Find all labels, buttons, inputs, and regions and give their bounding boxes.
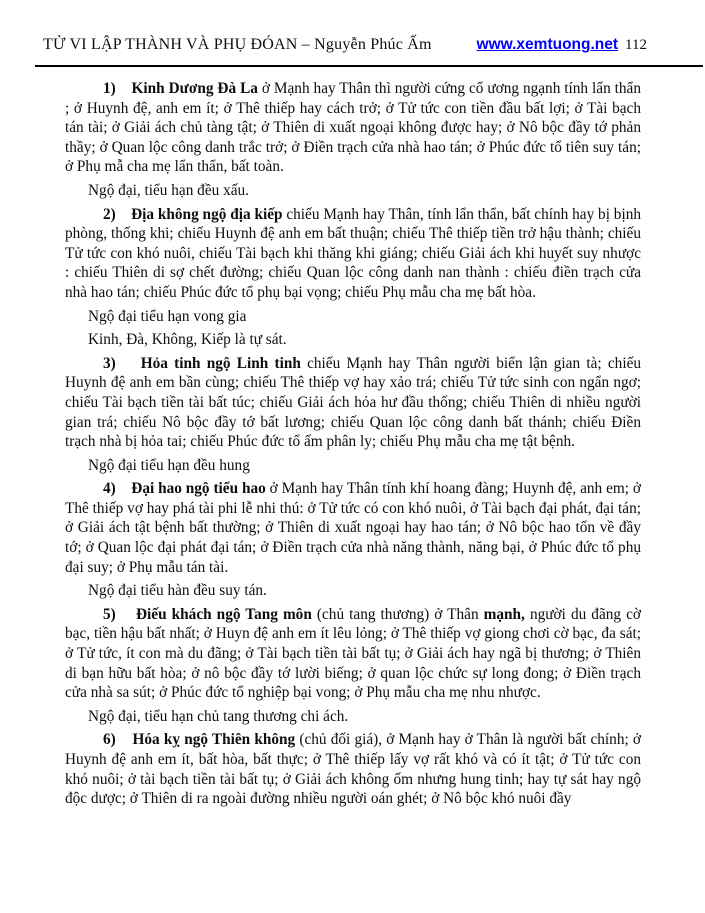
text-segment: chiếu Mạnh hay Thân người biển lận gian tà; chiếu Huynh đệ anh em bần cùng; chiếu Thê thiếp vợ hay xảo trá; chiếu Tử tức sinh con ngẩn ngơ; chiếu Tài bạch tiền tài bất túc; chiếu Giải ách hỏa hư đầu thống; chiếu Thiên di nhiều người gian trá; chiếu Nô bộc đầy tớ bất lương; chiếu Quan lộc công danh bất thánh; chiếu Điền trạch nhà bị hỏa tai; chiếu Phúc đức tổ ấm phân ly; chiếu Phụ mẫu cha mẹ tật bệnh. xyxy=(65,354,642,451)
text-segment: ở Mạnh hay Thân tính khí hoang đàng; Huynh đệ, anh em; ở Thê thiếp vợ hay phá tài phi lễ nhi thú: ở Tử tức có con khó nuôi, ở Tài bạch đại phát, đại tán; ở Giải ách tật bệnh bất thường; ở Thiên di xuất ngoại hay hao tán; ở Nô bộc hao tổn về đầy tớ; ở Quan lộc đại phát đại tán; ở Điền trạch cửa nhà năng thành, năng bại, ở Phúc đức tổ phụ đại suy; ở Phụ mẫu tán tài. xyxy=(65,480,641,576)
bold-text-segment: 1) xyxy=(103,80,132,97)
text-segment: người du đãng cờ bạc, tiền hậu bất nhất; ở Huyn đệ anh em ít lêu lỏng; ở Thê thiếp vợ giong chơi cờ bạc, đa sát; ở Tử tức, ít con mà du đãng; ở Tài bạch tiền tài bất tụ; ở Giải ách hay ngã bị thương; ở Thiên di bạn hữu bất hòa; ở nô bộc đầy tớ lười biếng; ở quan lộc chức sự long đong; ở Điền trạch cửa nhà sa sút; ở Phúc đức tổ nghiệp bại vong; ở Phụ mẫu cha mẹ nhu nhược. xyxy=(65,605,641,702)
page-number: 112 xyxy=(625,37,647,53)
text-segment: chiếu Mạnh hay Thân, tính lẩn thẩn, bất chính hay bị bịnh phòng, thống khi; chiếu Huynh đệ anh em bất thuận; chiếu Thê thiếp tiền trở hậu thành; chiếu Tử tức con khó nuôi, chiếu Tài bạch khi thăng khi giáng; chiếu Giải ách khi huyết suy nhược : chiếu Thiên di sợ chết đường; chiếu Quan lộc công danh nan thành : chiếu điền trạch cửa nhà hao tán; chiếu Phúc đức tổ phụ bại vọng; chiếu Phụ mẫu cha mẹ bất hòa. xyxy=(65,205,641,301)
text-segment: (chủ đối giá), ở Mạnh hay ở Thân là người bất chính; ở Huynh đệ anh em ít, bất hòa, bất thực; ở Thê thiếp lấy vợ rất khó và có ít tật; ở Tử tức con khó nuôi; ở tài bạch tiền tài bất tụ; ở Giải ách không ốm nhưng hung tinh; hay tự sát hay ngộ độc dược; ở Thiên di ra ngoài đường nhiều người oán ghét; ở Nô bộc khó nuôi đầy xyxy=(65,731,641,808)
bold-text-segment: 5) xyxy=(103,605,136,623)
bold-text-segment: Điếu khách ngộ Tang môn xyxy=(136,605,312,623)
bold-text-segment: mạnh, xyxy=(483,605,525,623)
website-link[interactable]: www.xemtuong.net xyxy=(476,36,619,53)
text-segment: Ngộ đại, tiểu hạn chủ tang thương chi ách. xyxy=(88,707,349,725)
bold-text-segment: 4) xyxy=(103,480,132,498)
note-line xyxy=(88,330,641,350)
page-header xyxy=(0,0,705,54)
bold-text-segment: Đại hao ngộ tiểu hao xyxy=(131,480,266,498)
note-line xyxy=(88,181,641,201)
numbered-paragraph xyxy=(65,205,641,303)
bold-text-segment: Hỏa tinh ngộ Linh tinh xyxy=(140,354,301,372)
bold-text-segment: 3) xyxy=(103,354,141,372)
text-segment: Ngộ đại tiểu hạn đều hung xyxy=(88,456,250,474)
text-segment: ở Mạnh hay Thân thì người cứng cổ ương ngạnh tính lẩn thẩn ; ở Huynh đệ, anh em ít; ở Thê thiếp hay cách trở; ở Tử tức con tiền đầu bất lợi; ở Tài bạch tán tài; ở Giải ách chủ tàng tật; ở Thiên di xuất ngoại không được hay; ở Nô bộc đầy tớ phản thầy; ở Quan lộc công danh trắc trở; ở Điền trạch cửa nhà hao tán; ở Phúc đức tổ tiên suy tán; ở Phụ mẫ cha mẹ lẩn thẩn, bất toàn. xyxy=(65,80,641,176)
bold-text-segment: Kinh Dương Đà La xyxy=(131,80,258,97)
text-segment: Kinh, Đà, Không, Kiếp là tự sát. xyxy=(88,331,287,349)
bold-text-segment: 6) xyxy=(103,731,133,749)
header-right-group xyxy=(477,36,647,54)
numbered-paragraph xyxy=(65,79,641,177)
content-blocks xyxy=(0,67,705,809)
numbered-paragraph xyxy=(65,354,641,452)
note-line xyxy=(88,456,641,476)
numbered-paragraph xyxy=(65,605,641,703)
note-line xyxy=(88,581,641,601)
note-line xyxy=(88,307,641,327)
text-segment: (chủ tang thương) ở Thân xyxy=(311,605,484,623)
numbered-paragraph xyxy=(65,730,641,808)
page-title: TỬ VI LẬP THÀNH VÀ PHỤ ĐÓAN – Nguyễn Phúc Ấm xyxy=(43,36,432,53)
text-segment: Ngộ đại tiểu hạn vong gia xyxy=(88,307,247,325)
bold-text-segment: 2) xyxy=(103,205,132,223)
note-line xyxy=(88,707,641,727)
bold-text-segment: Địa không ngộ địa kiếp xyxy=(131,205,283,223)
text-segment: Ngộ đại, tiểu hạn đều xấu. xyxy=(88,181,249,199)
text-segment: Ngộ đại tiểu hàn đều suy tán. xyxy=(88,582,267,600)
numbered-paragraph xyxy=(65,479,641,577)
bold-text-segment: Hóa kỵ ngộ Thiên không xyxy=(132,731,296,749)
